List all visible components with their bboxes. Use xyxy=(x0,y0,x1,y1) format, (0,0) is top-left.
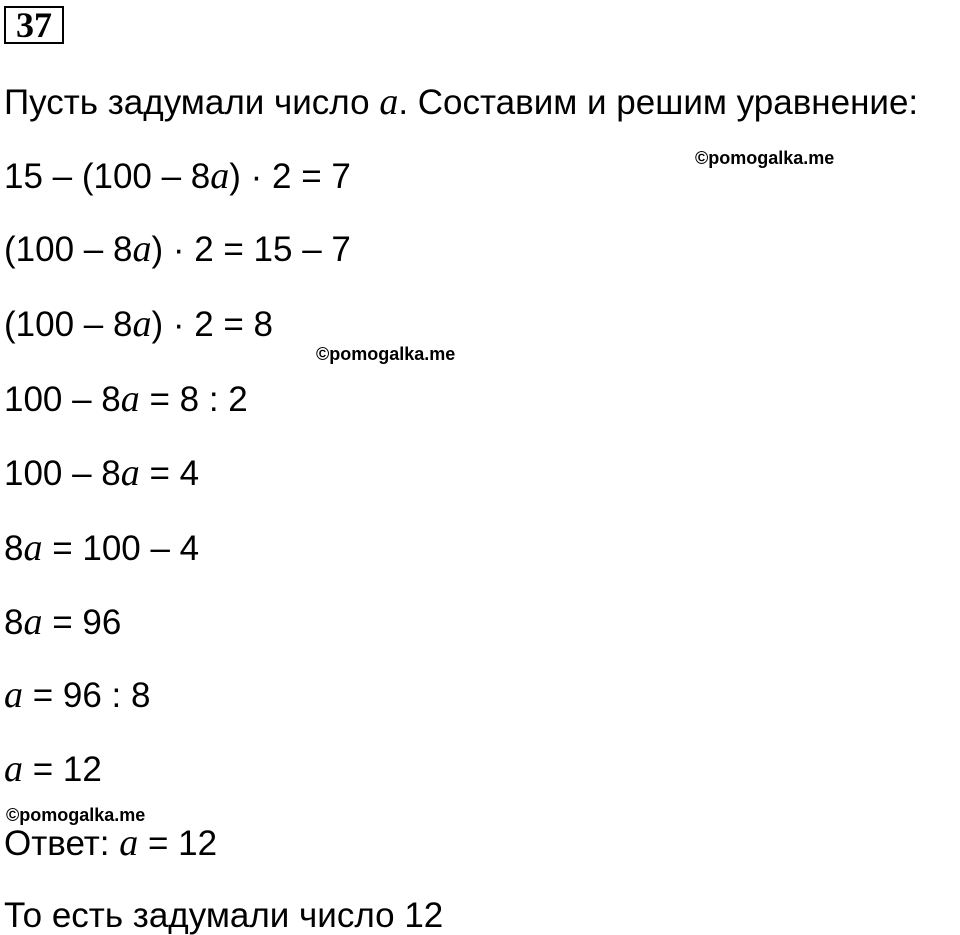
watermark: ©pomogalka.me xyxy=(6,805,146,825)
step-right: = 96 xyxy=(42,603,122,642)
step-right: ) · 2 = 15 – 7 xyxy=(151,230,351,269)
step-right: = 4 xyxy=(139,454,200,493)
problem-number: 37 xyxy=(4,6,64,44)
step-left: 8 xyxy=(4,529,24,568)
equation-step-1 xyxy=(4,157,351,195)
intro-text-start: Пусть задумали число xyxy=(4,83,380,122)
step-right: = 8 : 2 xyxy=(139,380,248,419)
step-variable: a xyxy=(120,378,140,420)
equation-step-8 xyxy=(4,676,150,714)
equation-step-3 xyxy=(4,305,273,343)
step-right: ) · 2 = 7 xyxy=(229,157,351,196)
step-variable: a xyxy=(23,601,43,643)
equation-step-2 xyxy=(4,230,351,268)
step-left: (100 – 8 xyxy=(4,305,133,344)
step-variable: a xyxy=(23,527,43,569)
step-variable: a xyxy=(4,674,23,716)
step-left: 100 – 8 xyxy=(4,380,121,419)
intro-variable: a xyxy=(379,81,399,123)
equation-step-5 xyxy=(4,454,199,492)
step-left: 100 – 8 xyxy=(4,454,121,493)
answer-label: Ответ: xyxy=(4,824,120,863)
conclusion-line: То есть задумали число 12 xyxy=(4,896,444,935)
step-left: 15 – (100 – 8 xyxy=(4,157,211,196)
equation-step-6 xyxy=(4,529,199,567)
step-variable: a xyxy=(132,303,152,345)
equation-step-9 xyxy=(4,750,102,788)
step-left: (100 – 8 xyxy=(4,230,133,269)
step-right: ) · 2 = 8 xyxy=(151,305,274,344)
answer-value: = 12 xyxy=(138,824,218,863)
step-variable: a xyxy=(4,748,23,790)
step-variable: a xyxy=(132,228,152,270)
step-right: = 100 – 4 xyxy=(42,529,200,568)
answer-line xyxy=(4,824,217,862)
intro-text-end: . Составим и решим уравнение: xyxy=(398,83,919,122)
step-variable: a xyxy=(210,155,230,197)
step-variable: a xyxy=(120,452,140,494)
answer-variable: a xyxy=(119,822,139,864)
step-right: = 12 xyxy=(23,750,102,789)
step-right: = 96 : 8 xyxy=(23,676,151,715)
watermark: ©pomogalka.me xyxy=(316,344,456,364)
intro-line xyxy=(4,83,918,121)
equation-step-4 xyxy=(4,380,248,418)
watermark: ©pomogalka.me xyxy=(695,148,835,168)
equation-step-7 xyxy=(4,603,121,641)
step-left: 8 xyxy=(4,603,24,642)
